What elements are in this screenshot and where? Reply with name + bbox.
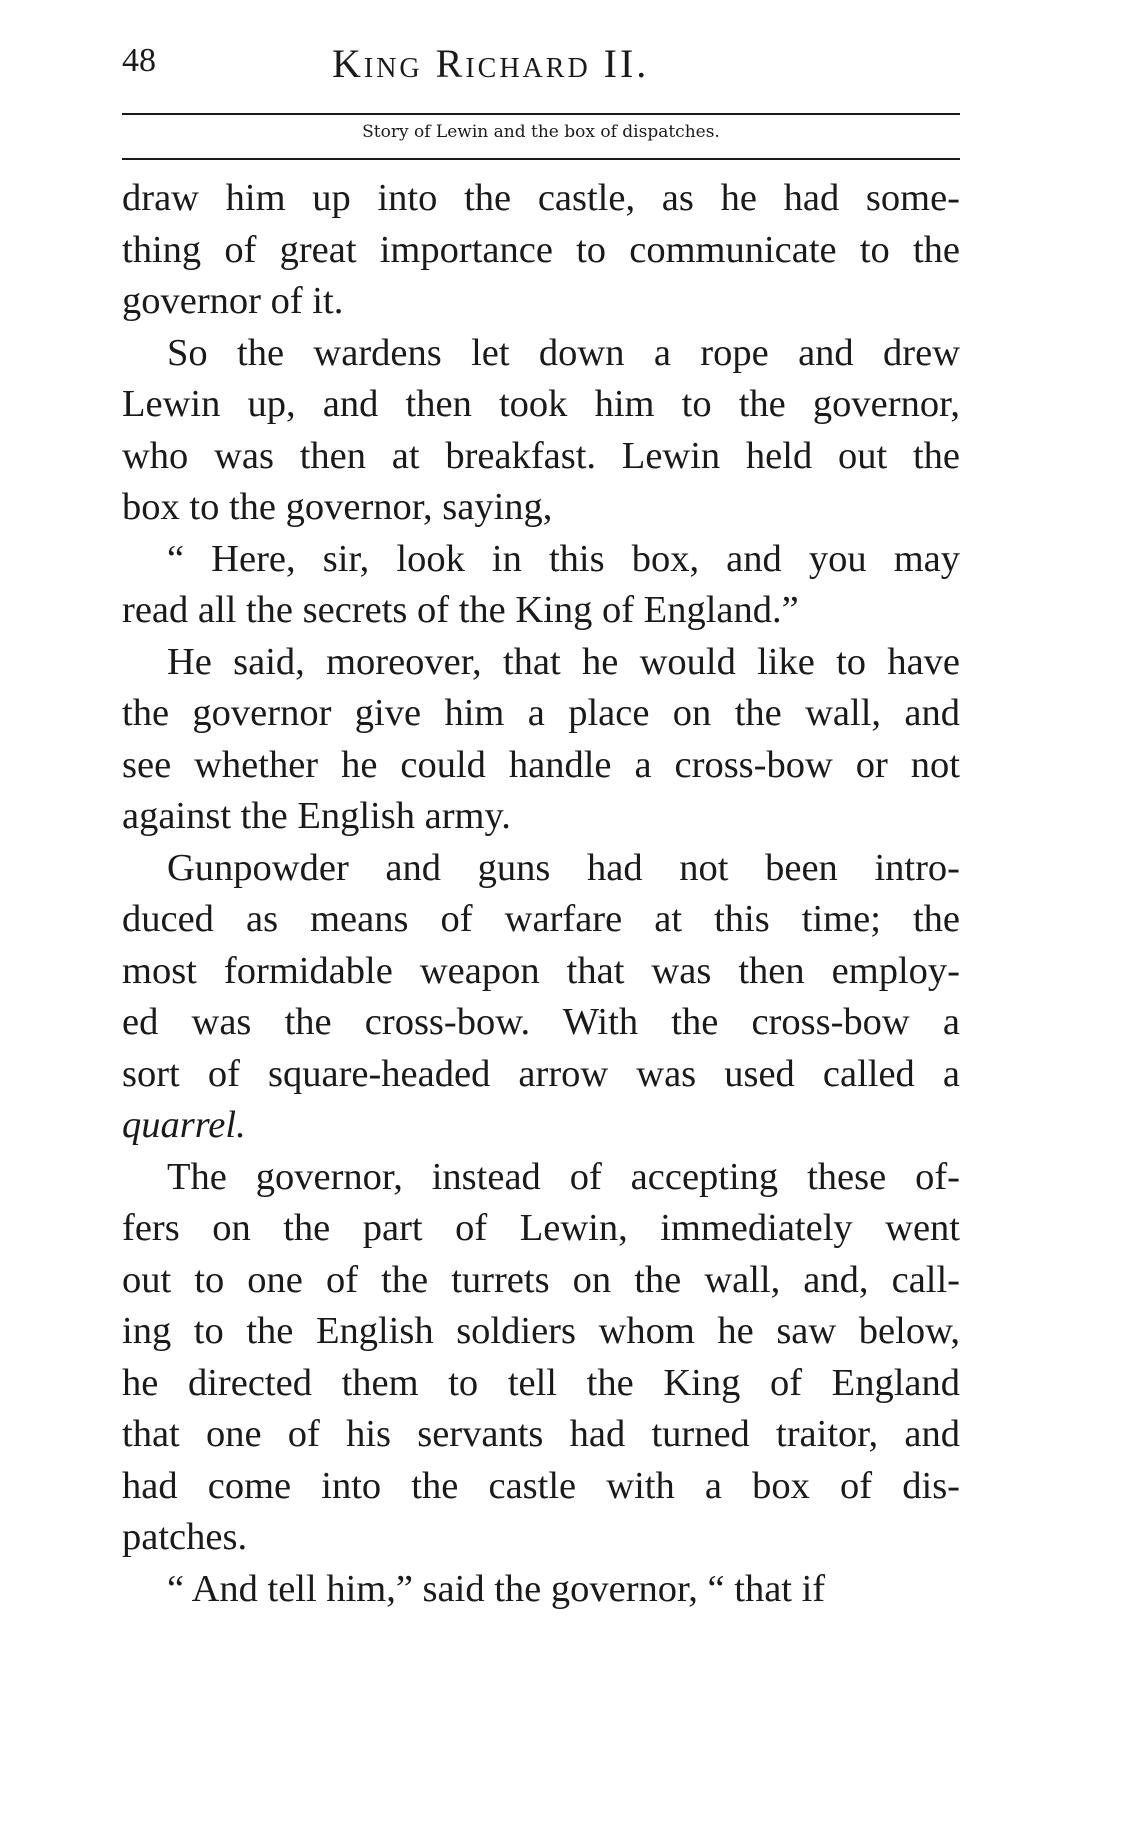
text-line: fers on the part of Lewin, immediately went [122, 1207, 960, 1249]
header-rule-bottom [122, 158, 960, 160]
paragraph [122, 843, 960, 1152]
text-line: thing of great importance to communicate to the [122, 228, 960, 271]
text-line: he directed them to tell the King of England [122, 1361, 960, 1404]
text-line: “ Here, sir, look in this box, and you may [167, 537, 960, 580]
text-line: Lewin up, and then took him to the governor, [122, 383, 960, 425]
text-line: read all the secrets of the King of England.” [122, 589, 799, 631]
text-line: the governor give him a place on the wall, and [122, 692, 960, 734]
body-text [122, 173, 960, 1615]
text-line: ing to the English soldiers whom he saw below, [122, 1310, 960, 1352]
text-line: patches. [122, 1516, 248, 1558]
text-line: The governor, instead of accepting these of- [167, 1155, 960, 1198]
running-title: King Richard II. [332, 41, 650, 86]
running-head [122, 40, 960, 90]
text-line: had come into the castle with a box of dis- [122, 1464, 960, 1507]
text-line: most formidable weapon that was then employ- [122, 949, 960, 992]
text-line: see whether he could handle a cross-bow or not [122, 743, 960, 786]
text-line: sort of square-headed arrow was used called a [122, 1052, 960, 1095]
paragraph [122, 328, 960, 534]
paragraph [122, 534, 960, 637]
text-line: that one of his servants had turned traitor, and [122, 1413, 960, 1455]
text-line: “ And tell him,” said the governor, “ that if [167, 1567, 826, 1610]
paragraph [122, 637, 960, 843]
paragraph [122, 173, 960, 328]
text-line: Gunpowder and guns had not been intro- [167, 846, 960, 889]
paragraph [122, 1564, 960, 1616]
text-line: against the English army. [122, 795, 511, 837]
page-number: 48 [122, 42, 156, 79]
header-rule-top [122, 113, 960, 115]
chapter-subtitle: Story of Lewin and the box of dispatches. [362, 122, 720, 142]
text-line: who was then at breakfast. Lewin held out the [122, 434, 960, 477]
text-line: governor of it. [122, 280, 344, 322]
text-line: out to one of the turrets on the wall, and, call- [122, 1258, 960, 1301]
text-line: duced as means of warfare at this time; the [122, 898, 960, 940]
text-line: ed was the cross-bow. With the cross-bow a [122, 1001, 960, 1043]
text-line: So the wardens let down a rope and drew [167, 331, 960, 374]
text-line: He said, moreover, that he would like to have [167, 640, 960, 683]
paragraph [122, 1152, 960, 1564]
text-line: box to the governor, saying, [122, 486, 553, 528]
text-line: draw him up into the castle, as he had some- [122, 177, 960, 219]
text-line-italic: quarrel. [122, 1104, 246, 1146]
